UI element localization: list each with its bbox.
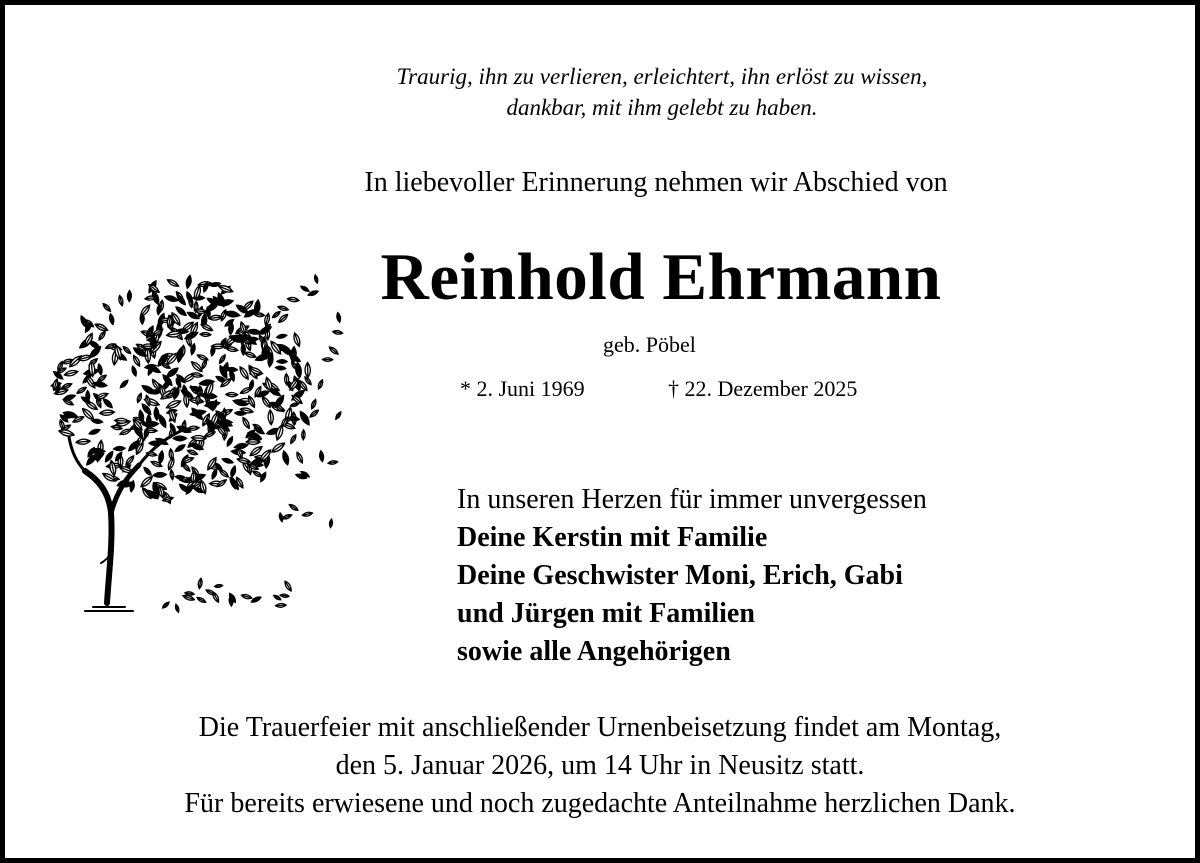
leaf [158,450,164,463]
leaf [226,436,234,447]
leaf [300,285,310,293]
leaf [275,366,286,371]
birth-date: * 2. Juni 1969 [460,376,585,401]
leaf [165,399,182,411]
leaf [268,410,274,425]
leaf [277,305,289,312]
mourner-line: und Jürgen mit Familien [457,598,755,629]
leaf [241,593,252,599]
leaf [167,457,176,471]
leaf [173,436,187,441]
leaf [132,354,142,367]
leaf [205,588,216,596]
tree-leaves [51,275,343,613]
leaf [334,411,342,420]
leaf [119,379,129,389]
leaf [143,466,153,476]
leaf [301,430,305,440]
mourners-intro: In unseren Herzen für immer unvergessen [457,484,927,515]
leaf [290,402,299,407]
leaf [241,416,251,429]
mourners-block [457,481,927,671]
leaf [127,290,131,301]
leaf [153,472,167,478]
leaf [131,366,138,377]
leaf [314,275,319,284]
leaf [271,310,281,319]
leaf [76,439,91,445]
leaf [248,337,258,341]
leaf [91,419,102,424]
leaf [113,446,125,451]
leaf [310,399,317,410]
leaf [329,519,333,528]
leaf [166,278,179,288]
leaf [76,386,87,395]
windblown-tree-icon [35,251,345,623]
leaf [281,450,290,465]
leaf [175,604,180,613]
leaf [181,456,194,464]
leaf [149,441,162,446]
leaf [211,468,218,479]
leaf [181,462,191,472]
death-date: † 22. Dezember 2025 [668,376,858,401]
leaf [162,601,171,609]
leaf [328,460,338,465]
maiden-name: geb. Pöbel [603,332,696,357]
leaf [234,442,249,449]
leaf [174,443,186,453]
service-line-1: Die Trauerfeier mit anschließender Urnenbeisetzung findet am Montag, [198,712,1002,743]
leaf [295,451,304,464]
leaf [63,394,76,402]
leaf [94,322,109,332]
leaf [292,332,301,347]
mourner-line: sowie alle Angehörigen [457,636,731,667]
leaf [217,419,232,424]
leaf [309,409,320,419]
leaf [61,382,73,390]
leaf [198,578,203,589]
leaf [88,428,100,436]
leaf [302,511,313,517]
leaf [336,312,341,322]
leaf [322,358,332,362]
leaf [136,393,143,404]
leaf [169,470,174,480]
leaf [283,580,293,592]
leaf [109,313,115,325]
leaf [221,362,229,376]
leaf [280,594,289,598]
leaf [185,275,192,289]
leaf [305,362,311,377]
mourner-line: Deine Kerstin mit Familie [457,522,768,553]
leaf [275,603,286,607]
tree-trunk [69,429,185,611]
leaf [109,460,118,476]
leaf [250,596,261,604]
leaf [139,304,152,318]
leaf [282,513,293,520]
leaf [317,379,324,390]
leaf [219,309,227,321]
leaf [145,395,152,407]
leaf [196,596,206,604]
leaf [154,407,159,420]
leaf [211,344,224,349]
leaf [246,439,260,444]
leaf [319,451,324,462]
leaf [97,364,103,376]
leaf [277,360,287,364]
leaf [328,346,339,356]
leaf [78,354,93,362]
service-announcement [5,709,1195,823]
leaf [226,392,238,397]
service-line-3: Für bereits erwiesene und noch zugedachte Anteilnahme herzlichen Dank. [184,788,1016,819]
leaf [201,359,208,370]
leaf [98,330,107,341]
leaf [102,397,114,409]
leaf [102,302,112,312]
leaf [332,330,342,335]
leaf [224,310,240,318]
leaf [238,365,250,380]
leaf [64,369,79,377]
leaf [287,297,299,303]
leaf [289,434,297,445]
leaf [264,377,274,393]
leaf [218,354,226,364]
leaf [115,418,129,424]
service-line-2: den 5. Januar 2026, um 14 Uhr in Neusitz statt. [335,750,865,781]
leaf [254,312,265,317]
leaf [168,427,175,438]
leaf [200,322,214,332]
leaf [122,345,132,355]
deceased-name: Reinhold Ehrmann [380,240,942,314]
leaf [156,304,161,315]
motto-verse [5,61,1200,123]
leaf [194,308,206,314]
leaf [230,465,237,477]
leaf [200,332,211,336]
leaf [288,503,299,512]
leaf [284,373,289,385]
leaf [99,409,114,416]
leaf [157,414,168,429]
leaf [214,584,223,588]
intro-text: In liebevoller Erinnerung nehmen wir Abschied von [364,167,948,198]
leaf [298,410,311,426]
leaf [276,333,287,339]
leaf [244,351,257,359]
motto-line-1: Traurig, ihn zu verlieren, erleichtert, ihn erlöst zu wissen, [396,64,928,89]
leaf [222,457,234,464]
leaf [252,470,263,479]
motto-line-2: dankbar, mit ihm gelebt zu haben. [506,95,818,120]
leaf [104,450,115,463]
mourner-line: Deine Geschwister Moni, Erich, Gabi [457,560,903,591]
leaf [139,475,154,489]
leaf [118,295,124,306]
